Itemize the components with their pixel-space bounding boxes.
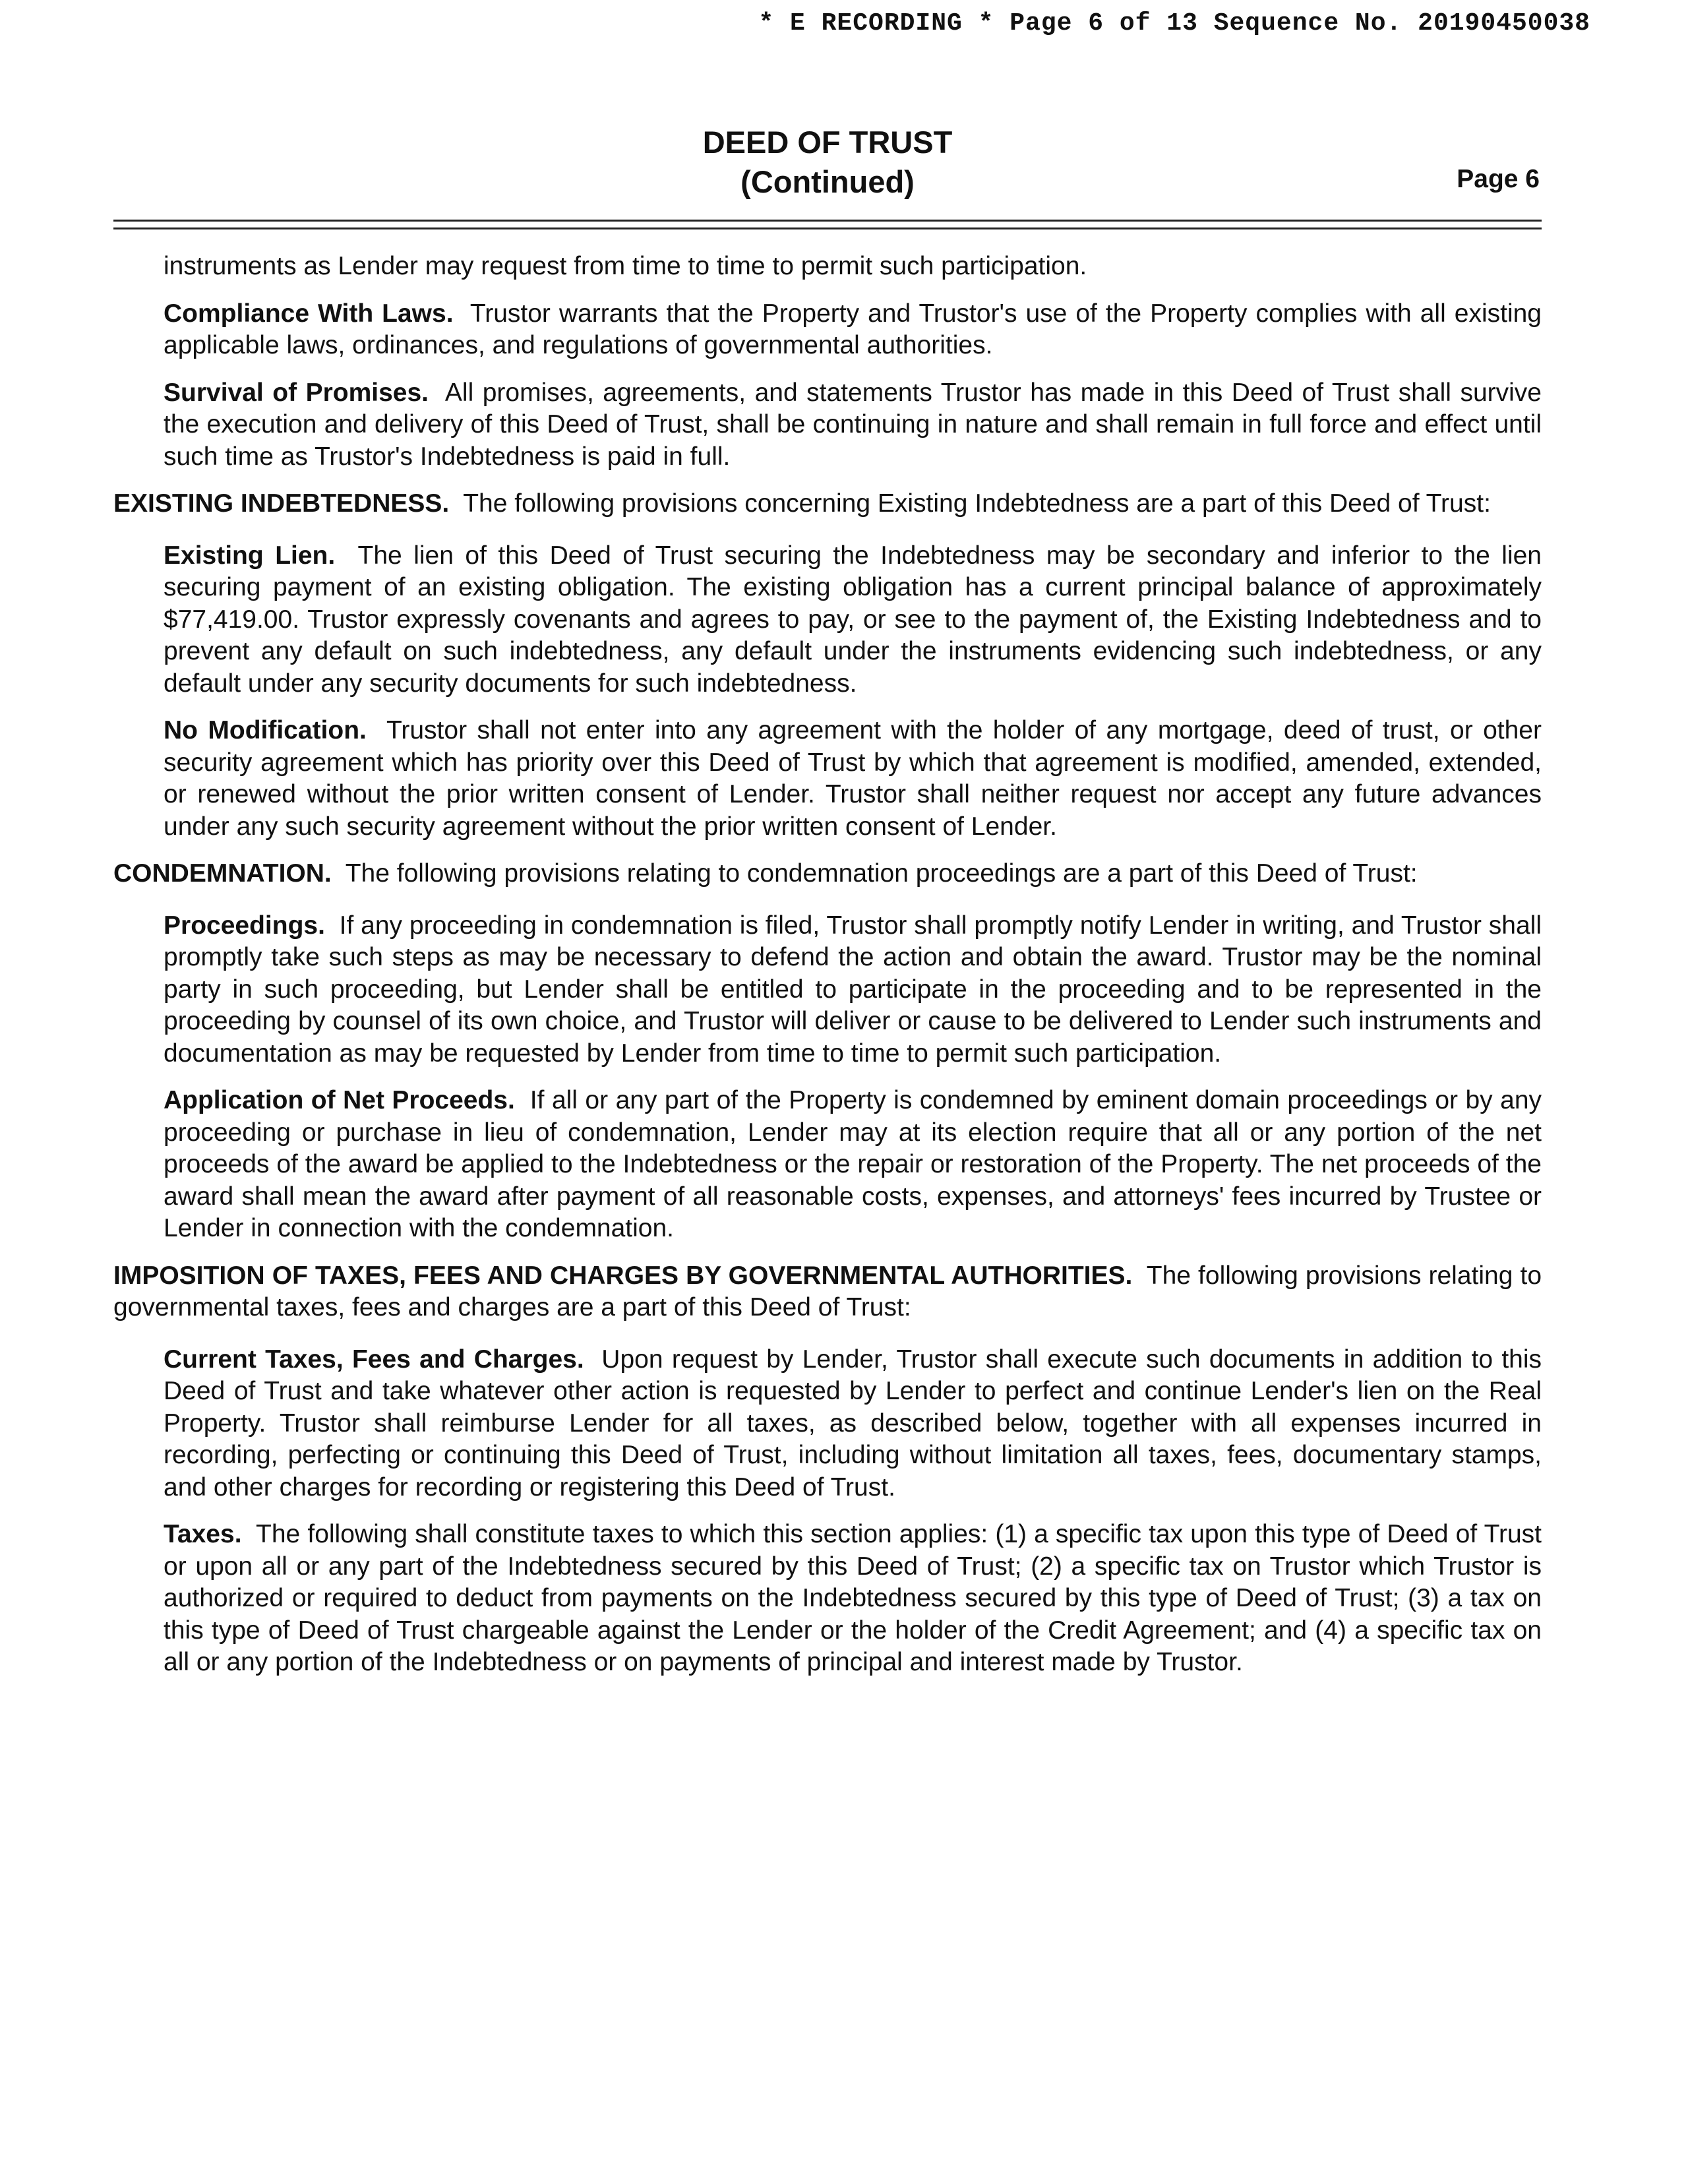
condemnation-heading: CONDEMNATION. [113,859,332,888]
survival-heading: Survival of Promises. [164,378,429,407]
header-divider-bottom [113,228,1542,229]
imposition-text: The following provisions relating to governmental taxes, fees and charges are a part of this Deed of Trust: [113,1261,1542,1321]
current-taxes-text: Upon request by Lender, Trustor shall execute such documents in addition to this Deed of Trust and take whatever other action is requested by Lender to perfect and continue Lender's lien on the Real Property. Trustor shall reimburse Lender for all taxes, as described below, together with all expenses incurred in recording, perfecting or continuing this Deed of Trust, including without limitation all taxes, fees, documentary stamps, and other charges for recording or registering this Deed of Trust. [164,1345,1542,1502]
existing-indebtedness-section [113,488,1542,520]
compliance-text: Trustor warrants that the Property and Trustor's use of the Property complies with all existing applicable laws, ordinances, and regulations of governmental authorities. [164,299,1542,359]
net-proceeds-paragraph [113,1085,1542,1245]
no-modification-paragraph [113,715,1542,843]
document-title: DEED OF TRUST [702,125,953,160]
existing-lien-heading: Existing Lien. [164,541,336,570]
compliance-paragraph [113,298,1542,362]
no-modification-text: Trustor shall not enter into any agreement with the holder of any mortgage, deed of trust, or other security agreement which has priority over this Deed of Trust by which that agreement is modified, amended, extended, or renewed without the prior written consent of Lender. Trustor shall neither request nor accept any future advances under any such security agreement without the prior written consent of Lender. [164,716,1542,841]
current-taxes-heading: Current Taxes, Fees and Charges. [164,1345,584,1374]
continuation-paragraph [113,251,1542,283]
page-number: Page 6 [1457,165,1540,193]
taxes-paragraph [113,1519,1542,1679]
imposition-section [113,1260,1542,1324]
current-taxes-paragraph [113,1344,1542,1504]
condemnation-text: The following provisions relating to condemnation proceedings are a part of this Deed of Trust: [345,859,1418,888]
document-title-block [0,123,1655,202]
proceedings-text: If any proceeding in condemnation is filed, Trustor shall promptly notify Lender in writing, and Trustor shall promptly take such steps as may be necessary to defend the action and obtain the award. Trustor may be the nominal party in such proceeding, but Lender shall be entitled to participate in the proceeding and to be represented in the proceeding by counsel of its own choice, and Trustor will deliver or cause to be delivered to Lender such instruments and documentation as may be requested by Lender from time to time to permit such participation. [164,911,1542,1068]
existing-lien-paragraph [113,540,1542,700]
existing-indebtedness-text: The following provisions concerning Existing Indebtedness are a part of this Deed of Trust: [463,489,1491,518]
survival-paragraph [113,377,1542,473]
continuation-text: instruments as Lender may request from time to time to permit such participation. [164,252,1087,280]
header-divider-top [113,220,1542,222]
proceedings-paragraph [113,910,1542,1070]
net-proceeds-heading: Application of Net Proceeds. [164,1086,515,1114]
survival-text: All promises, agreements, and statements Trustor has made in this Deed of Trust shall survive the execution and delivery of this Deed of Trust, shall be continuing in nature and shall remain in full force and effect until such time as Trustor's Indebtedness is paid in full. [164,378,1542,471]
condemnation-section [113,858,1542,890]
recording-stamp: * E RECORDING * Page 6 of 13 Sequence No. 20190450038 [758,9,1590,38]
compliance-heading: Compliance With Laws. [164,299,454,328]
existing-lien-text: The lien of this Deed of Trust securing the Indebtedness may be secondary and inferior to the lien securing payment of an existing obligation. The existing obligation has a current principal balance of approximately $77,419.00. Trustor expressly covenants and agrees to pay, or see to the payment of, the Existing Indebtedness and to prevent any default on such indebtedness, any default under the instruments evidencing such indebtedness, or any default under any security documents for such indebtedness. [164,541,1542,698]
document-body [113,251,1542,1679]
imposition-heading: IMPOSITION OF TAXES, FEES AND CHARGES BY GOVERNMENTAL AUTHORITIES. [113,1261,1133,1290]
net-proceeds-text: If all or any part of the Property is condemned by eminent domain proceedings or by any proceeding or purchase in lieu of condemnation, Lender may at its election require that all or any portion of the net proceeds of the award be applied to the Indebtedness or the repair or restoration of the Property. The net proceeds of the award shall mean the award after payment of all reasonable costs, expenses, and attorneys' fees incurred by Trustee or Lender in connection with the condemnation. [164,1086,1542,1242]
document-subtitle: (Continued) [740,164,915,199]
taxes-heading: Taxes. [164,1520,242,1548]
no-modification-heading: No Modification. [164,716,367,744]
existing-indebtedness-heading: EXISTING INDEBTEDNESS. [113,489,450,518]
taxes-text: The following shall constitute taxes to which this section applies: (1) a specific tax upon this type of Deed of Trust or upon all or any part of the Indebtedness secured by this Deed of Trust; (2) a specific tax on Trustor which Trustor is authorized or required to deduct from payments on the Indebtedness secured by this type of Deed of Trust; (3) a tax on this type of Deed of Trust chargeable against the Lender or the holder of the Credit Agreement; and (4) a specific tax on all or any portion of the Indebtedness or on payments of principal and interest made by Trustor. [164,1520,1542,1676]
proceedings-heading: Proceedings. [164,911,325,940]
